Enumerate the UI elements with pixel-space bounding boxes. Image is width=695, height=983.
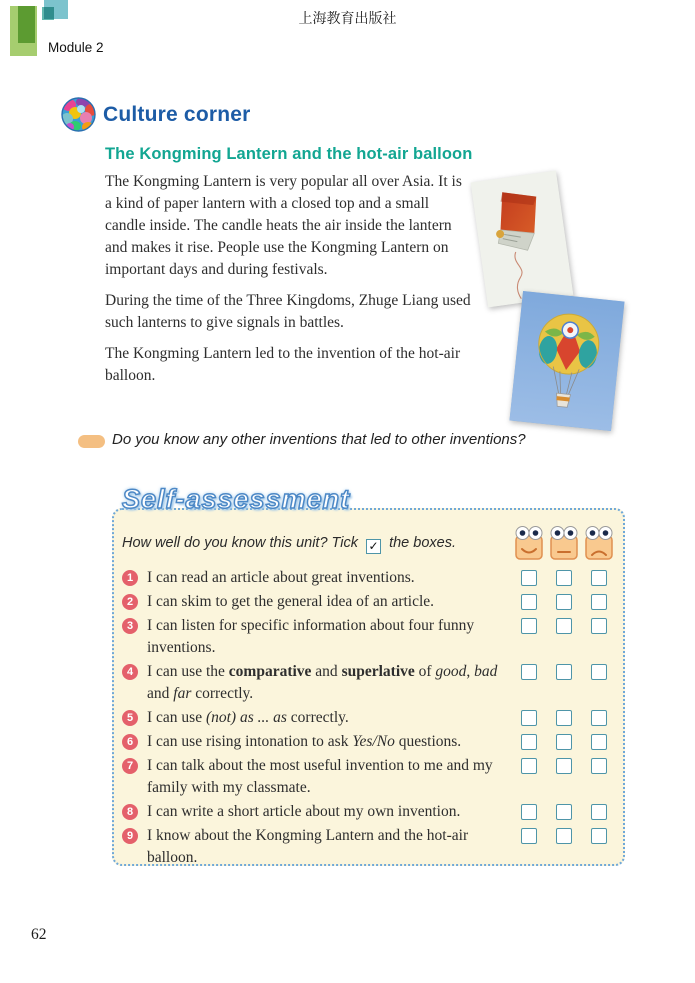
question-bullet-pill <box>78 435 105 448</box>
item-number-badge: 6 <box>122 734 138 750</box>
assessment-item <box>122 615 615 659</box>
checkbox-group <box>513 734 615 750</box>
face-neutral-icon <box>548 525 580 561</box>
checkbox-cell <box>583 734 615 750</box>
culture-corner-header <box>61 97 251 132</box>
assessment-item <box>122 755 615 799</box>
checkbox-cell <box>513 710 545 726</box>
checkbox-cell <box>513 734 545 750</box>
checkbox-group <box>513 710 615 726</box>
checkbox[interactable] <box>556 710 572 726</box>
item-text: I can talk about the most useful invention to me and my family with my classmate. <box>147 757 493 796</box>
item-text: I can write a short article about my own invention. <box>147 803 461 820</box>
instruction-before: How well do you know this unit? Tick <box>122 535 359 551</box>
self-assessment-title: Self-assessment <box>122 484 351 514</box>
assessment-item <box>122 707 615 729</box>
checkbox-cell <box>583 828 615 844</box>
checkbox-cell <box>513 758 545 774</box>
checkbox[interactable] <box>591 594 607 610</box>
checkbox-cell <box>548 828 580 844</box>
assessment-item <box>122 567 615 589</box>
checkbox-cell <box>548 618 580 634</box>
checkbox[interactable] <box>521 594 537 610</box>
checkbox-cell <box>513 570 545 586</box>
item-text: I know about the Kongming Lantern and the hot-air balloon. <box>147 827 469 866</box>
checkbox[interactable] <box>521 758 537 774</box>
checkbox[interactable] <box>556 618 572 634</box>
checkbox[interactable] <box>556 804 572 820</box>
checkbox-group <box>513 758 615 774</box>
instruction-after: the boxes. <box>389 535 456 551</box>
question-text: Do you know any other inventions that led to other inventions? <box>112 431 526 448</box>
item-text: I can listen for specific information about four funny inventions. <box>147 617 475 656</box>
checkbox[interactable] <box>521 828 537 844</box>
tick-box-icon <box>366 539 381 554</box>
checkbox[interactable] <box>521 664 537 680</box>
rating-faces <box>513 525 615 561</box>
item-number-badge: 9 <box>122 828 138 844</box>
checkbox[interactable] <box>591 734 607 750</box>
item-number-badge: 2 <box>122 594 138 610</box>
item-number-badge: 4 <box>122 664 138 680</box>
checkbox[interactable] <box>591 828 607 844</box>
checkbox[interactable] <box>556 828 572 844</box>
checkbox-cell <box>548 710 580 726</box>
checkbox-cell <box>548 570 580 586</box>
checkbox[interactable] <box>591 570 607 586</box>
assessment-item <box>122 661 615 705</box>
checkbox-group <box>513 570 615 586</box>
checkbox-cell <box>548 664 580 680</box>
checkbox[interactable] <box>591 758 607 774</box>
publisher-name: 上海教育出版社 <box>298 12 397 27</box>
article-heading: The Kongming Lantern and the hot-air balloon <box>105 145 473 163</box>
checkbox[interactable] <box>521 618 537 634</box>
checkbox-group <box>513 804 615 820</box>
checkbox-group <box>513 828 615 844</box>
checkbox-cell <box>548 594 580 610</box>
assessment-items <box>122 567 615 869</box>
checkbox[interactable] <box>591 710 607 726</box>
assessment-instruction <box>122 525 513 554</box>
item-text: I can read an article about great inventions. <box>147 569 415 586</box>
checkbox-cell <box>583 804 615 820</box>
module-label: Module 2 <box>48 40 104 55</box>
assessment-header <box>122 525 615 561</box>
paragraph: The Kongming Lantern is very popular all over Asia. It is a kind of paper lantern with a closed top and a small candle inside. The candle heats the air inside the lantern and makes it rise. People use the Kongming Lantern on important days and during festivals. <box>105 173 462 278</box>
assessment-item <box>122 825 615 869</box>
face-sad-icon <box>583 525 615 561</box>
hot-air-balloon-photo <box>509 291 624 431</box>
checkbox[interactable] <box>556 758 572 774</box>
checkbox[interactable] <box>521 570 537 586</box>
checkbox-cell <box>548 804 580 820</box>
checkbox-cell <box>548 758 580 774</box>
item-number-badge: 1 <box>122 570 138 586</box>
checkbox-group <box>513 594 615 610</box>
checkbox-cell <box>513 618 545 634</box>
culture-paragraphs <box>105 171 471 396</box>
checkbox[interactable] <box>521 734 537 750</box>
assessment-item <box>122 591 615 613</box>
item-number-badge: 7 <box>122 758 138 774</box>
assessment-item <box>122 801 615 823</box>
checkbox-cell <box>583 570 615 586</box>
checkbox-cell <box>583 710 615 726</box>
self-assessment-box <box>112 484 625 866</box>
paragraph: The Kongming Lantern led to the invention of the hot-air balloon. <box>105 345 461 384</box>
culture-corner-title: Culture corner <box>103 102 251 126</box>
face-happy-icon <box>513 525 545 561</box>
checkbox[interactable] <box>591 804 607 820</box>
checkbox[interactable] <box>556 570 572 586</box>
checkbox-cell <box>513 828 545 844</box>
page-number: 62 <box>31 926 47 943</box>
tick-mark: ✓ <box>368 539 379 553</box>
assessment-item <box>122 731 615 753</box>
checkbox[interactable] <box>521 804 537 820</box>
checkbox-cell <box>513 804 545 820</box>
checkbox-cell <box>513 664 545 680</box>
checkbox-cell <box>583 758 615 774</box>
checkbox-group <box>513 618 615 634</box>
checkbox[interactable] <box>521 710 537 726</box>
item-text: I can use rising intonation to ask Yes/No questions. <box>147 733 462 750</box>
checkbox-cell <box>583 594 615 610</box>
question-row <box>78 431 638 448</box>
item-number-badge: 8 <box>122 804 138 820</box>
checkbox[interactable] <box>556 594 572 610</box>
kongming-lantern-photo <box>471 171 574 308</box>
checkbox[interactable] <box>591 664 607 680</box>
checkbox-cell <box>583 664 615 680</box>
checkbox-cell <box>583 618 615 634</box>
item-text: I can use the comparative and superlative of good, bad and far correctly. <box>147 663 498 702</box>
checkbox[interactable] <box>556 734 572 750</box>
checkbox-group <box>513 664 615 680</box>
checkbox[interactable] <box>556 664 572 680</box>
item-text: I can skim to get the general idea of an article. <box>147 593 435 610</box>
checkbox-cell <box>513 594 545 610</box>
item-number-badge: 3 <box>122 618 138 634</box>
checkbox[interactable] <box>591 618 607 634</box>
checkbox-cell <box>548 734 580 750</box>
item-number-badge: 5 <box>122 710 138 726</box>
item-text: I can use (not) as ... as correctly. <box>147 709 349 726</box>
paragraph: During the time of the Three Kingdoms, Zhuge Liang used such lanterns to give signals in battles. <box>105 292 471 331</box>
globe-icon <box>61 97 96 132</box>
